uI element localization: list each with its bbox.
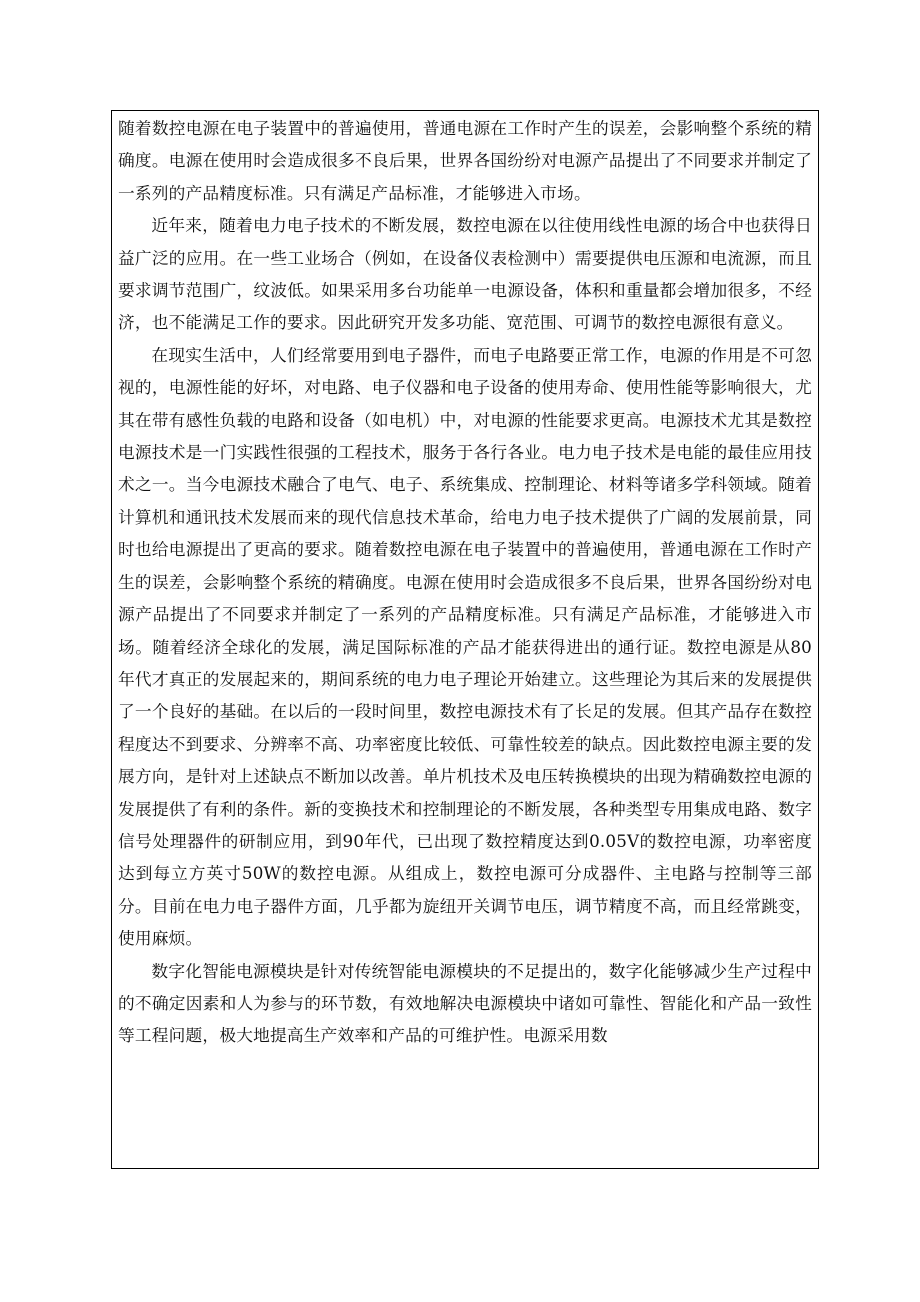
paragraph-4: 数字化智能电源模块是针对传统智能电源模块的不足提出的，数字化能够减少生产过程中的不确定因素和人为参与的环节数，有效地解决电源模块中诸如可靠性、智能化和产品一致性等工程问题，极大地提高生产效率和产品的可维护性。电源采用数 (118, 960, 812, 1046)
paragraph-3: 在现实生活中，人们经常要用到电子器件，而电子电路要正常工作，电源的作用是不可忽视的，电源性能的好坏，对电路、电子仪器和电子设备的使用寿命、使用性能等影响很大，尤其在带有感性负载的电路和设备（如电机）中，对电源的性能要求更高。电源技术尤其是数控电源技术是一门实践性很强的工程技术，服务于各行各业。电力电子技术是电能的最佳应用技术之一。当今电源技术融合了电气、电子、系统集成、控制理论、材料等诸多学科领域。随着计算机和通讯技术发展而来的现代信息技术革命，给电力电子技术提供了广阔的发展前景，同时也给电源提出了更高的要求。随着数控电源在电子装置中的普遍使用，普通电源在工作时产生的误差，会影响整个系统的精确度。电源在使用时会造成很多不良后果，世界各国纷纷对电源产品提出了不同要求并制定了一系列的产品精度标准。只有满足产品标准，才能够进入市场。随着经济全球化的发展，满足国际标准的产品才能获得进出的通行证。数控电源是从80年代才真正的发展起来的，期间系统的电力电子理论开始建立。这些理论为其后来的发展提供了一个良好的基础。在以后的一段时间里，数控电源技术有了长足的发展。但其产品存在数控程度达不到要求、分辨率不高、功率密度比较低、可靠性较差的缺点。因此数控电源主要的发展方向，是针对上述缺点不断加以改善。单片机技术及电压转换模块的出现为精确数控电源的发展提供了有利的条件。新的变换技术和控制理论的不断发展，各种类型专用集成电路、数字信号处理器件的研制应用，到90年代，已出现了数控精度达到0.05V的数控电源，功率密度达到每立方英寸50W的数控电源。从组成上，数控电源可分成器件、主电路与控制等三部分。目前在电力电子器件方面，几乎都为旋纽开关调节电压，调节精度不高，而且经常跳变，使用麻烦。 (118, 344, 812, 949)
paragraph-2: 近年来，随着电力电子技术的不断发展，数控电源在以往使用线性电源的场合中也获得日益广泛的应用。在一些工业场合（例如，在设备仪表检测中）需要提供电压源和电流源，而且要求调节范围广，纹波低。如果采用多台功能单一电源设备，体积和重量都会增加很多，不经济，也不能满足工作的要求。因此研究开发多功能、宽范围、可调节的数控电源很有意义。 (118, 215, 812, 333)
document-body (118, 112, 812, 1052)
paragraph-1: 随着数控电源在电子装置中的普遍使用，普通电源在工作时产生的误差，会影响整个系统的精确度。电源在使用时会造成很多不良后果，世界各国纷纷对电源产品提出了不同要求并制定了一系列的产品精度标准。只有满足产品标准，才能够进入市场。 (118, 118, 812, 203)
